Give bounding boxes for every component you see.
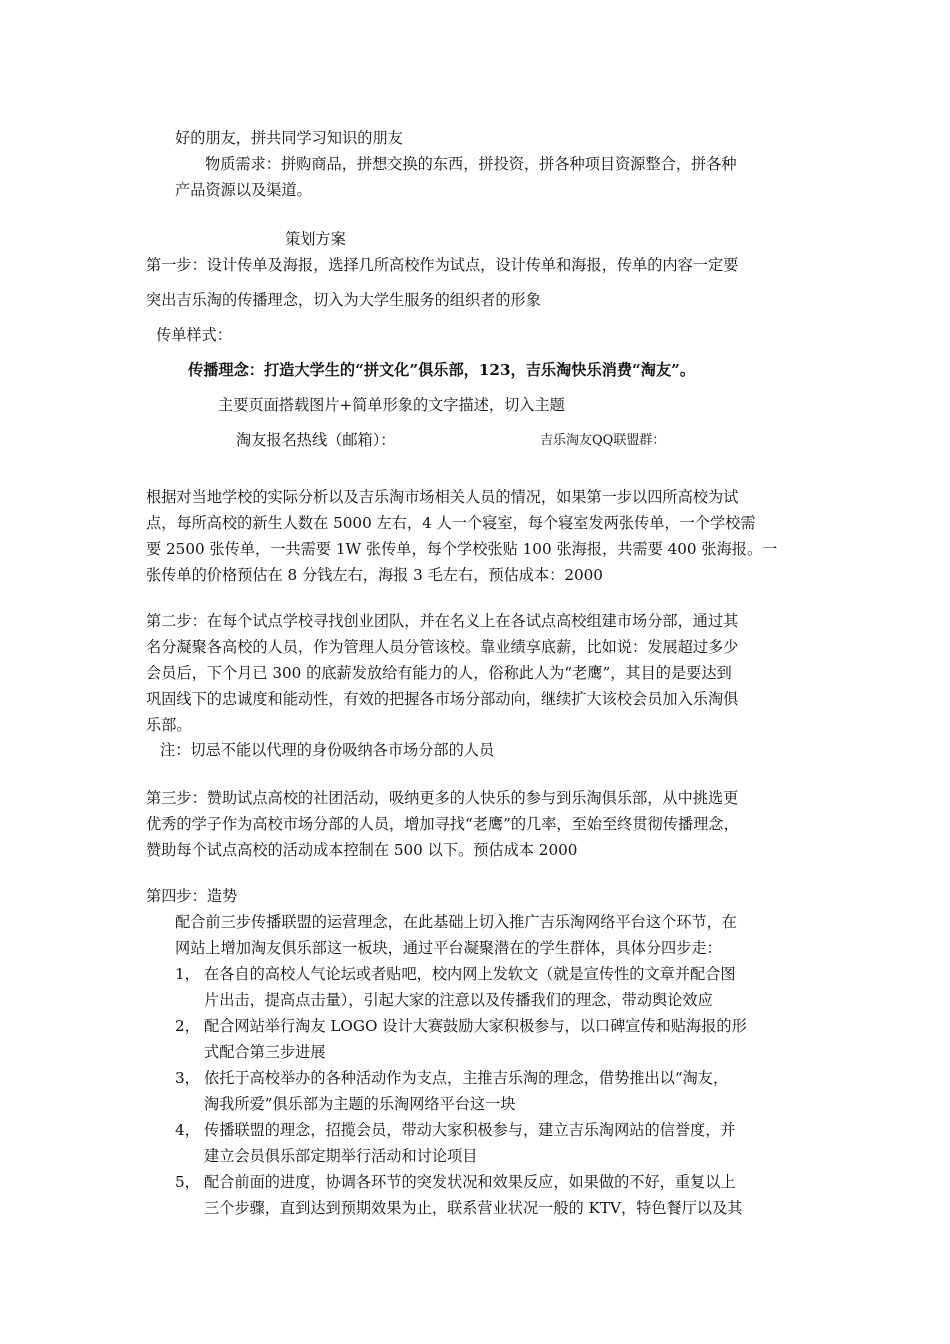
paragraph-line: 点，每所高校的新生人数在 5000 左右，4 人一个寝室，每个寝室发两张传单，一个学校需 [146, 514, 756, 532]
slogan: 传播理念：打造大学生的“拼文化”俱乐部，123，吉乐淘快乐消费“淘友”。 [188, 361, 696, 379]
paragraph-line: 第一步：设计传单及海报，选择几所高校作为试点，设计传单和海报，传单的内容一定要 [146, 256, 739, 274]
paragraph-line: 突出吉乐淘的传播理念，切入为大学生服务的组织者的形象 [146, 291, 541, 309]
list-item-line: 淘我所爱”俱乐部为主题的乐淘网络平台这一块 [204, 1095, 516, 1113]
list-item-line: 建立会员俱乐部定期举行活动和讨论项目 [204, 1147, 478, 1165]
list-item-line: 式配合第三步进展 [204, 1043, 326, 1061]
paragraph-line: 乐部。 [146, 716, 192, 734]
paragraph-line: 张传单的价格预估在 8 分钱左右，海报 3 毛左右，预估成本：2000 [146, 566, 603, 584]
list-number: 1， [175, 965, 200, 983]
list-item-line: 依托于高校举办的各种活动作为支点，主推吉乐淘的理念，借势推出以“淘友， [204, 1069, 729, 1087]
list-item-line: 配合前面的进度，协调各环节的突发状况和效果反应，如果做的不好，重复以上 [204, 1173, 736, 1191]
paragraph-line: 要 2500 张传单，一共需要 1W 张传单，每个学校张贴 100 张海报，共需要 400 张海报。一 [146, 540, 778, 558]
list-number: 4， [175, 1121, 200, 1139]
paragraph-line: 第三步：赞助试点高校的社团活动，吸纳更多的人快乐的参与到乐淘俱乐部，从中挑选更 [146, 789, 739, 807]
paragraph-line: 物质需求：拼购商品，拼想交换的东西，拼投资，拼各种项目资源整合，拼各种 [205, 155, 737, 173]
section-heading: 第四步：造势 [146, 887, 238, 905]
paragraph-line: 会员后，下个月已 300 的底薪发放给有能力的人，俗称此人为“老鹰”，其目的是要达到 [146, 664, 732, 682]
list-item-line: 配合网站举行淘友 LOGO 设计大赛鼓励大家积极参与，以口碑宣传和贴海报的形 [204, 1017, 747, 1035]
list-number: 5， [175, 1173, 200, 1191]
list-number: 3， [175, 1069, 200, 1087]
list-item-line: 三个步骤，直到达到预期效果为止，联系营业状况一般的 KTV，特色餐厅以及其 [204, 1199, 743, 1217]
paragraph-line: 好的朋友，拼共同学习知识的朋友 [175, 129, 403, 147]
paragraph-line: 优秀的学子作为高校市场分部的人员，增加寻找“老鹰”的几率，至始至终贯彻传播理念， [146, 815, 739, 833]
paragraph-line: 网站上增加淘友俱乐部这一板块，通过平台凝聚潜在的学生群体，具体分四步走： [175, 939, 722, 957]
section-title: 策划方案 [285, 230, 346, 248]
paragraph-line: 产品资源以及渠道。 [175, 181, 312, 199]
note-line: 注：切忌不能以代理的身份吸纳各市场分部的人员 [160, 741, 495, 759]
list-number: 2， [175, 1017, 200, 1035]
qq-group-label: 吉乐淘友QQ联盟群： [540, 433, 666, 448]
paragraph-line: 主要页面搭载图片+简单形象的文字描述，切入主题 [218, 396, 565, 414]
paragraph-line: 根据对当地学校的实际分析以及吉乐淘市场相关人员的情况，如果第一步以四所高校为试 [146, 488, 739, 506]
paragraph-line: 巩固线下的忠诚度和能动性，有效的把握各市场分部动向，继续扩大该校会员加入乐淘俱 [146, 690, 739, 708]
paragraph-line: 赞助每个试点高校的活动成本控制在 500 以下。预估成本 2000 [146, 841, 578, 859]
flyer-label: 传单样式： [156, 326, 232, 344]
list-item-line: 传播联盟的理念，招揽会员，带动大家积极参与，建立吉乐淘网站的信誉度，并 [204, 1121, 736, 1139]
paragraph-line: 配合前三步传播联盟的运营理念，在此基础上切入推广吉乐淘网络平台这个环节，在 [175, 913, 737, 931]
hotline-label: 淘友报名热线（邮箱）： [236, 431, 396, 449]
paragraph-line: 第二步：在每个试点学校寻找创业团队，并在名义上在各试点高校组建市场分部，通过其 [146, 612, 739, 630]
paragraph-line: 名分凝聚各高校的人员，作为管理人员分管该校。靠业绩享底薪，比如说：发展超过多少 [146, 638, 739, 656]
list-item-line: 片出击，提高点击量），引起大家的注意以及传播我们的理念，带动舆论效应 [204, 991, 713, 1009]
list-item-line: 在各自的高校人气论坛或者贴吧，校内网上发软文（就是宣传性的文章并配合图 [204, 965, 736, 983]
